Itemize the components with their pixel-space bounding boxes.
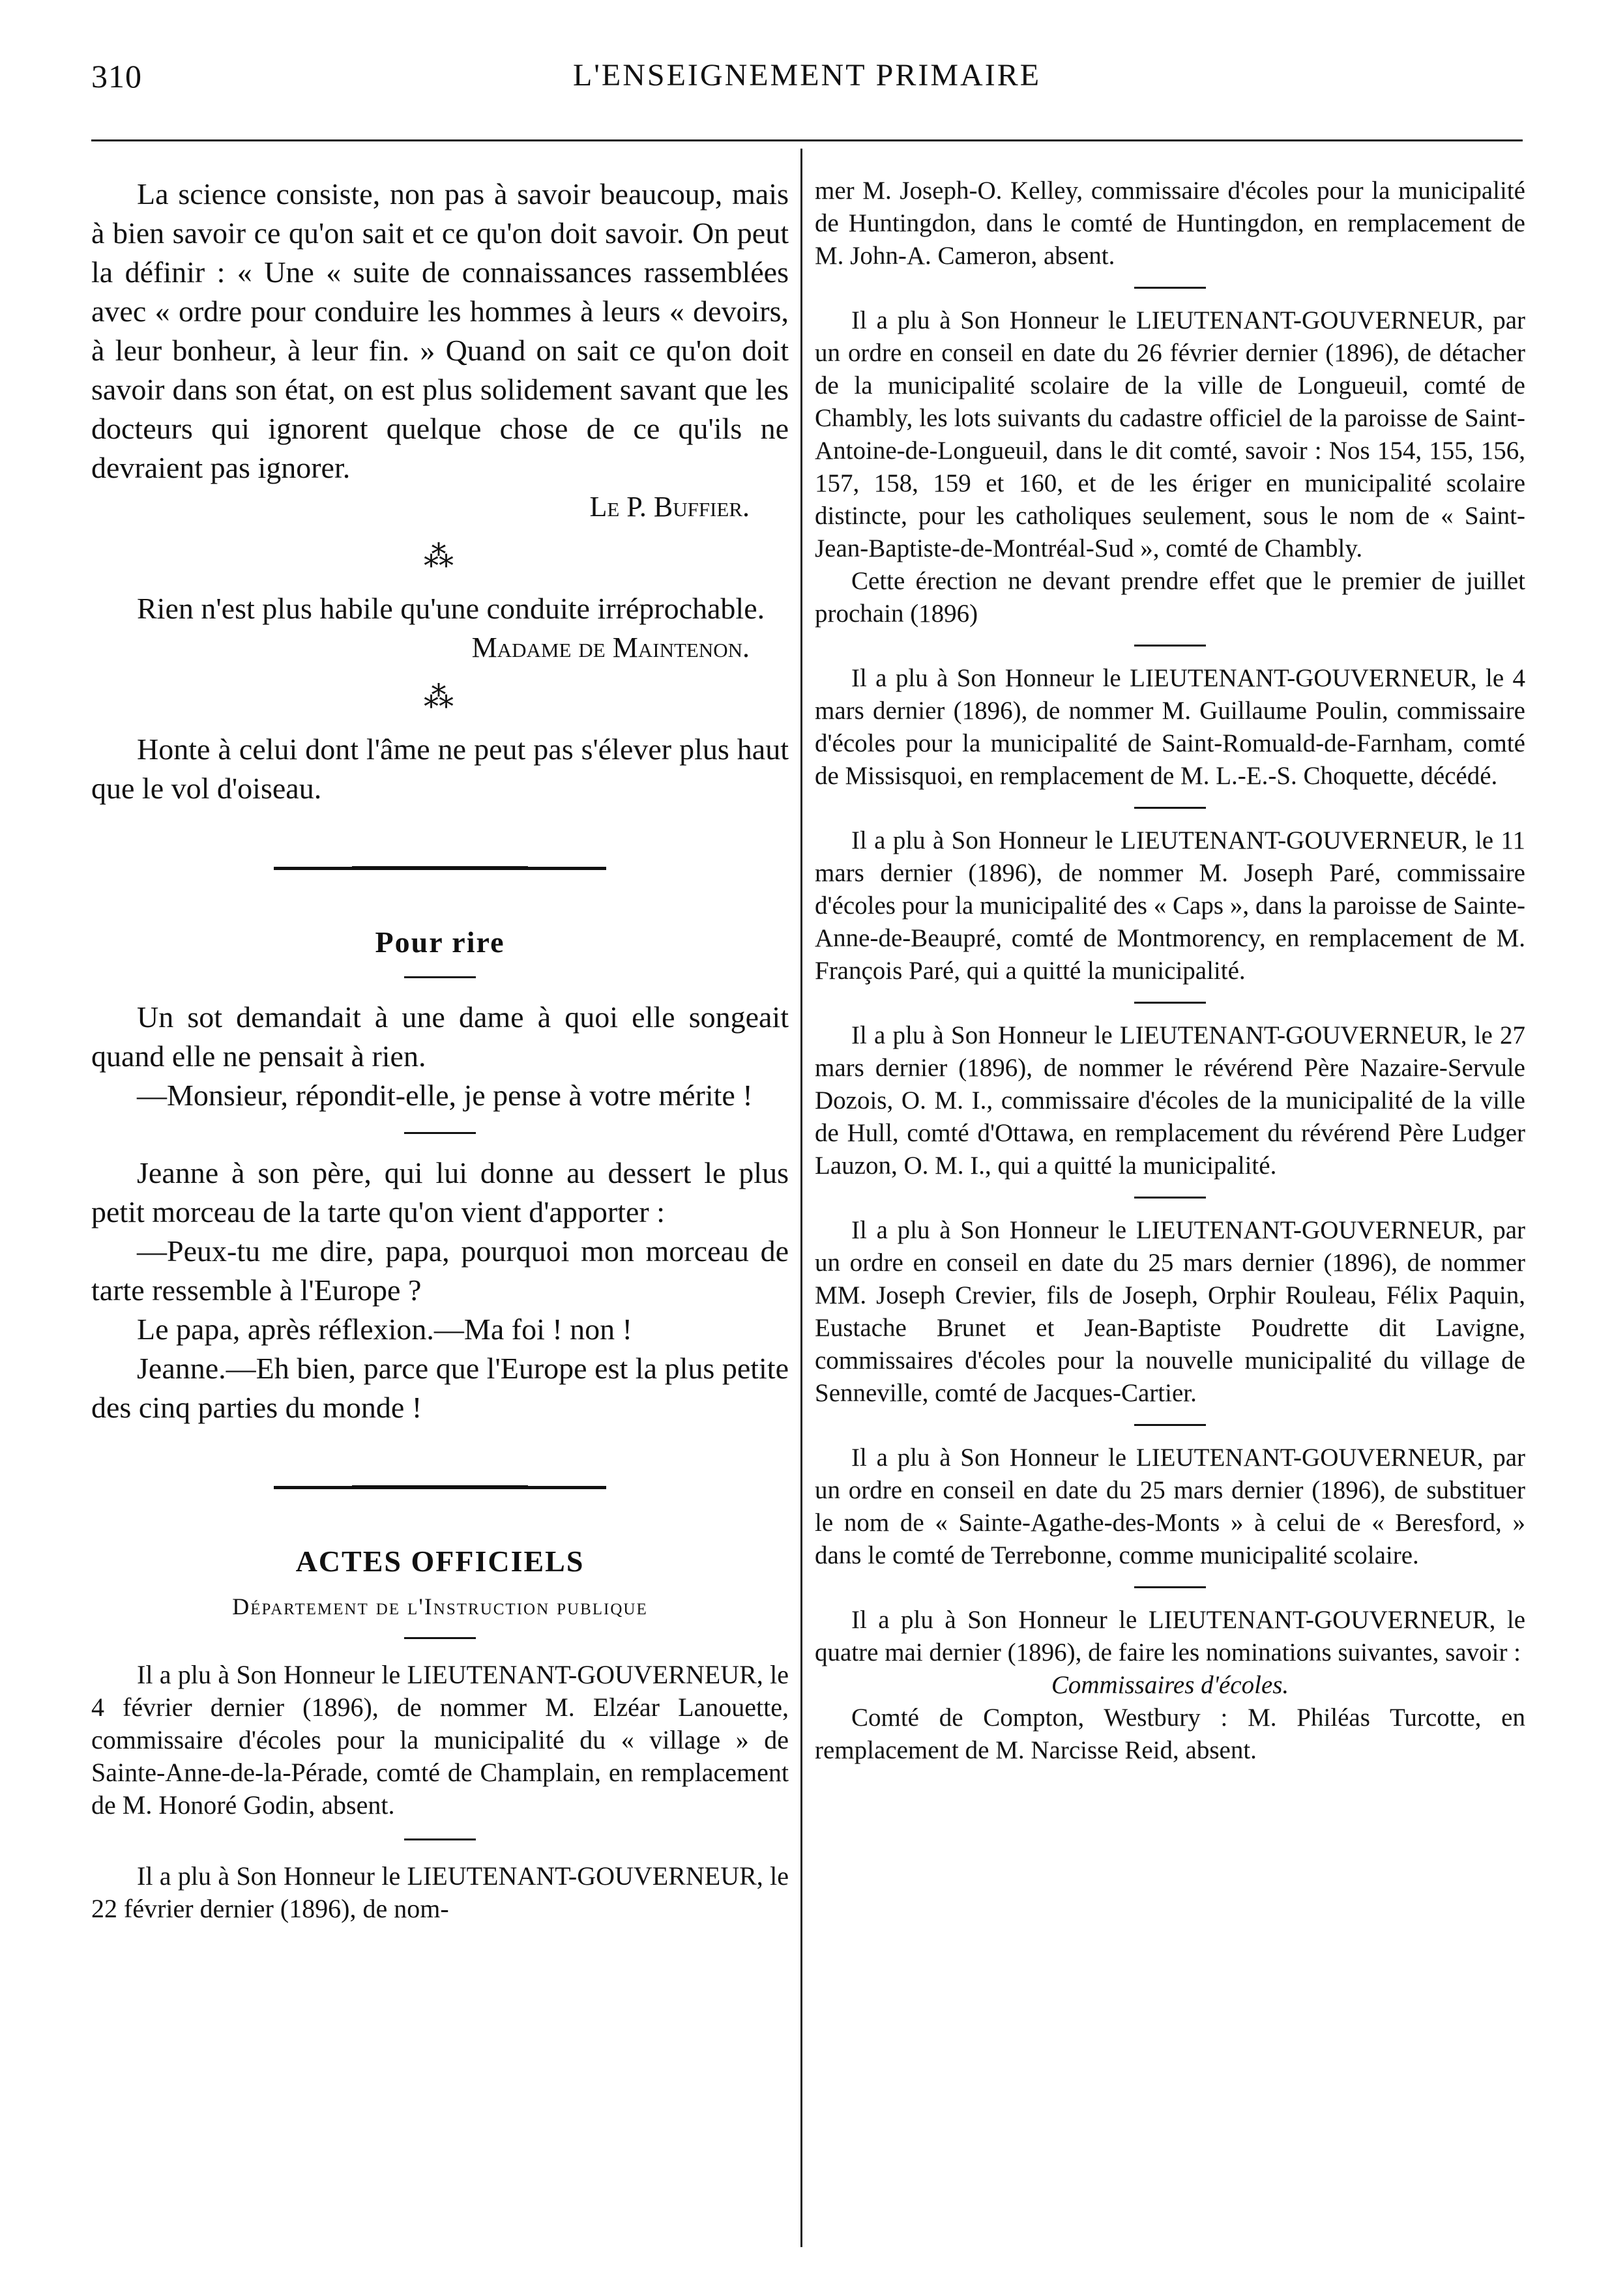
short-rule — [404, 976, 476, 978]
acte-senneville: Il a plu à Son Honneur le LIEUTENANT-GOUVERNEUR, par un ordre en conseil en date du 25 mars dernier (1896), de nommer MM. Joseph Crevier, fils de Joseph, Orphir Rouleau, Félix Paquin, Eustache Brunet et Jean-Baptiste Poudrette dit Lavigne, commissaires d'écoles pour la nouvelle municipalité du village de Senneville, comté de Jacques-Cartier. — [815, 1216, 1525, 1407]
short-rule — [1134, 1197, 1206, 1199]
short-rule — [1134, 807, 1206, 809]
subheading-commissaires: Commissaires d'écoles. — [1051, 1671, 1289, 1699]
short-rule — [1134, 287, 1206, 289]
asterism-2: ⁂ — [424, 680, 456, 714]
short-rule — [1134, 1424, 1206, 1426]
department-heading: Département de l'Instruction publique — [232, 1593, 648, 1620]
header-rule — [91, 139, 1523, 141]
joke1-line2: —Monsieur, répondit-elle, je pense à votre mérite ! — [137, 1079, 753, 1112]
short-rule — [404, 1132, 476, 1134]
short-rule — [404, 1637, 476, 1639]
paragraph-science: La science consiste, non pas à savoir beaucoup, mais à bien savoir ce qu'on sait et ce qu'on doit savoir. On peut la définir : « Une « suite de connaissances rassemblées avec « ordre pour conduire les hommes à leurs « devoirs, à leur bonheur, à leur fin. » Quand on sait ce qu'on doit savoir dans son état, on est plus solidement savant que les docteurs qui ignorent quelque chose de ce qu'ils ne devraient pas ignorer. — [91, 177, 789, 484]
joke2-line2: —Peux-tu me dire, papa, pourquoi mon morceau de tarte ressemble à l'Europe ? — [91, 1234, 789, 1307]
joke2-line4: Jeanne.—Eh bien, parce que l'Europe est la plus petite des cinq parties du monde ! — [91, 1352, 789, 1424]
acte-nominations: Il a plu à Son Honneur le LIEUTENANT-GOUVERNEUR, le quatre mai dernier (1896), de faire les nominations suivantes, savoir : — [815, 1606, 1525, 1666]
column-divider — [800, 149, 802, 2247]
left-column — [91, 175, 789, 1925]
asterism-1: ⁂ — [424, 540, 456, 573]
signature-buffier: Le P. Buffier. — [589, 491, 750, 523]
acte-lanouette: Il a plu à Son Honneur le LIEUTENANT-GOUVERNEUR, le 4 février dernier (1896), de nommer M. Elzéar Lanouette, commissaire d'écoles pour la municipalité du « village » de Sainte-Anne-de-la-Pérade, comté de Champlain, en remplacement de M. Honoré Godin, absent. — [91, 1660, 789, 1820]
acte-kelley-end: mer M. Joseph-O. Kelley, commissaire d'écoles pour la municipalité de Huntingdon, dans le comté de Huntingdon, en remplacement de M. John-A. Cameron, absent. — [815, 177, 1525, 270]
short-rule — [1134, 1586, 1206, 1588]
joke2-line3: Le papa, après réflexion.—Ma foi ! non ! — [137, 1313, 632, 1346]
acte-longueuil-note: Cette érection ne devant prendre effet que le premier de juillet prochain (1896) — [815, 567, 1525, 628]
acte-sainte-agathe: Il a plu à Son Honneur le LIEUTENANT-GOUVERNEUR, par un ordre en conseil en date du 25 mars dernier (1896), de substituer le nom de « Sainte-Agathe-des-Monts » à celui de « Beresford, » dans le comté de Terrebonne, comme municipalité scolaire. — [815, 1444, 1525, 1569]
signature-maintenon: Madame de Maintenon. — [471, 632, 750, 663]
paragraph-honte: Honte à celui dont l'âme ne peut pas s'élever plus haut que le vol d'oiseau. — [91, 733, 789, 805]
paragraph-habile: Rien n'est plus habile qu'une conduite irréprochable. — [137, 592, 765, 625]
short-rule — [1134, 645, 1206, 647]
running-title: L'ENSEIGNEMENT PRIMAIRE — [572, 58, 1042, 93]
page-header — [91, 57, 1523, 103]
short-rule — [1134, 1002, 1206, 1004]
acte-pare: Il a plu à Son Honneur le LIEUTENANT-GOUVERNEUR, le 11 mars dernier (1896), de nommer M. Joseph Paré, commissaire d'écoles pour la municipalité des « Caps », dans la paroisse de Sainte-Anne-de-Beaupré, comté de Montmorency, en remplacement de M. François Paré, qui a quitté la municipalité. — [815, 826, 1525, 985]
short-rule — [404, 1838, 476, 1840]
ornamental-rule-2 — [274, 1486, 606, 1498]
acte-dozois: Il a plu à Son Honneur le LIEUTENANT-GOUVERNEUR, le 27 mars dernier (1896), de nommer le révérend Père Nazaire-Servule Dozois, O. M. I., commissaire d'écoles de la municipalité de la ville de Hull, comté d'Ottawa, en remplacement du révérend Père Ludger Lauzon, O. M. I., qui a quitté la municipalité. — [815, 1021, 1525, 1180]
joke2-line1: Jeanne à son père, qui lui donne au dessert le plus petit morceau de la tarte qu'on vient d'apporter : — [91, 1156, 789, 1228]
acte-compton: Comté de Compton, Westbury : M. Philéas Turcotte, en remplacement de M. Narcisse Reid, absent. — [815, 1704, 1525, 1764]
section-title-actes-officiels: ACTES OFFICIELS — [295, 1545, 585, 1578]
ornamental-rule-1 — [274, 867, 606, 879]
acte-kelley-start: Il a plu à Son Honneur le LIEUTENANT-GOUVERNEUR, le 22 février dernier (1896), de nom- — [91, 1861, 789, 1923]
right-column — [815, 175, 1525, 1767]
section-title-pour-rire: Pour rire — [375, 925, 505, 959]
page-number: 310 — [91, 58, 142, 94]
acte-poulin: Il a plu à Son Honneur le LIEUTENANT-GOUVERNEUR, le 4 mars dernier (1896), de nommer M. Guillaume Poulin, commissaire d'écoles pour la municipalité de Saint-Romuald-de-Farnham, comté de Missisquoi, en remplacement de M. L.-E.-S. Choquette, décédé. — [815, 664, 1525, 790]
joke1-line1: Un sot demandait à une dame à quoi elle songeait quand elle ne pensait à rien. — [91, 1000, 789, 1073]
acte-longueuil: Il a plu à Son Honneur le LIEUTENANT-GOUVERNEUR, par un ordre en conseil en date du 26 février dernier (1896), de détacher de la municipalité scolaire de la ville de Longueuil, comté de Chambly, les lots suivants du cadastre officiel de la paroisse de Saint-Antoine-de-Longueuil, dans le dit comté, savoir : Nos 154, 155, 156, 157, 158, 159 et 160, et de les ériger en municipalité scolaire distincte, pour les catholiques seulement, sous le nom de « Saint-Jean-Baptiste-de-Montréal-Sud », comté de Chambly. — [815, 306, 1525, 562]
